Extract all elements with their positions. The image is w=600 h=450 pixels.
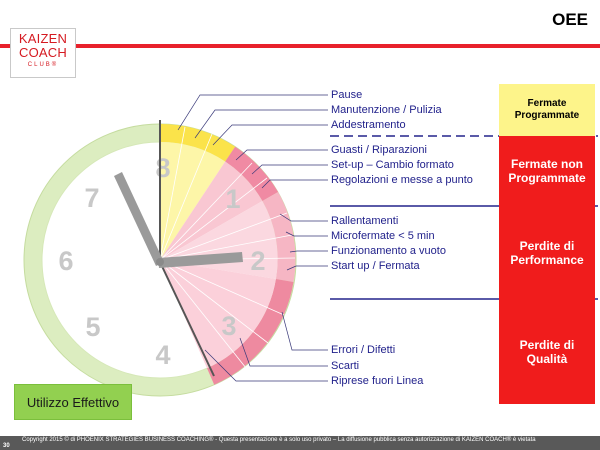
category-quality-losses-label: Perdite di Qualità xyxy=(519,337,575,366)
loss-label-scrap: Scarti xyxy=(331,360,360,372)
effective-use-box xyxy=(14,384,132,420)
loss-label-rework: Riprese fuori Linea xyxy=(331,375,424,387)
category-planned-stops xyxy=(499,84,595,136)
loss-label-startup: Start up / Fermata xyxy=(331,260,420,272)
category-performance-losses-label: Perdite di Performance xyxy=(510,238,584,267)
clock-number-8: 8 xyxy=(155,153,171,183)
clock-number-2: 2 xyxy=(250,246,266,276)
loss-label-maintenance: Manutenzione / Pulizia xyxy=(331,104,442,116)
page-title: OEE xyxy=(552,10,588,29)
category-unplanned-stops xyxy=(499,136,595,206)
clock-number-7: 7 xyxy=(84,183,100,213)
logo-line-1: KAIZEN xyxy=(18,31,68,46)
category-quality-losses xyxy=(499,299,595,404)
loss-label-pause: Pause xyxy=(331,89,363,101)
page-number: 30 xyxy=(3,443,10,449)
clock-number-1: 1 xyxy=(225,184,241,214)
clock-center xyxy=(156,258,164,266)
loss-label-adjustments: Regolazioni e messe a punto xyxy=(331,174,473,186)
category-performance-losses xyxy=(499,206,595,299)
loss-label-microstops: Microfermate < 5 min xyxy=(331,230,435,242)
clock-number-4: 4 xyxy=(155,340,171,370)
loss-label-breakdowns: Guasti / Riparazioni xyxy=(331,144,427,156)
loss-label-slowdowns: Rallentamenti xyxy=(331,215,399,227)
clock-number-6: 6 xyxy=(58,246,74,276)
loss-label-errors: Errori / Difetti xyxy=(331,344,396,356)
logo-line-3: CLUB® xyxy=(27,62,59,68)
category-unplanned-stops-label: Fermate non Programmate xyxy=(508,157,586,185)
copyright-text: Copyright 2015 © di PHOENIX STRATEGIES BUSINESS COACHING® - Questa presentazione è a solo uso privato – La diffusione pubblica senza autorizzazione di KAIZEN COACH® è vietata xyxy=(22,437,536,443)
logo-line-2: COACH xyxy=(19,45,67,60)
effective-use-label: Utilizzo Effettivo xyxy=(26,394,120,410)
clock-number-3: 3 xyxy=(221,311,237,341)
loss-label-setup: Set-up – Cambio formato xyxy=(331,159,454,171)
clock-number-5: 5 xyxy=(85,312,101,342)
loss-label-idling: Funzionamento a vuoto xyxy=(331,245,446,257)
footer-bar xyxy=(0,436,600,450)
category-planned-stops-label: Fermate Programmate xyxy=(514,98,580,121)
loss-label-training: Addestramento xyxy=(331,119,406,131)
